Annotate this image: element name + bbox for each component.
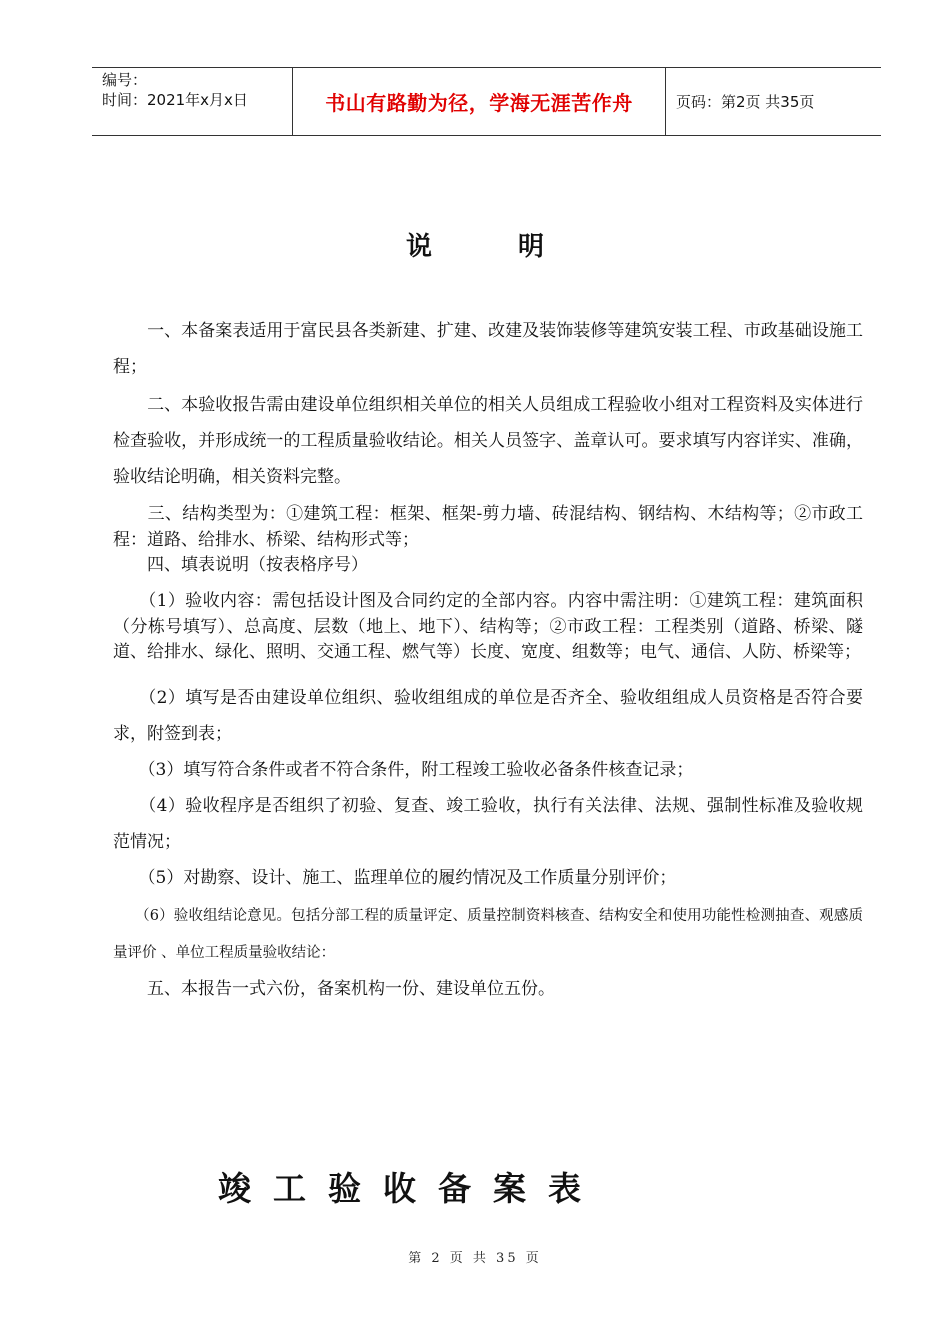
- paragraph-3: 三、结构类型为：①建筑工程：框架、框架-剪力墙、砖混结构、钢结构、木结构等；②市政工程：道路、给排水、桥梁、结构形式等；: [113, 504, 863, 550]
- header-motto: 书山有路勤为径，学海无涯苦作舟: [293, 68, 666, 135]
- section-4: [113, 589, 863, 666]
- paragraph-4: 四、填表说明（按表格序号）: [113, 555, 368, 575]
- paragraph-9: （5）对勘察、设计、施工、监理单位的履约情况及工作质量分别评价；: [113, 868, 677, 888]
- form-title: 竣工验收备案表: [218, 1169, 603, 1208]
- paragraph-6: （2）填写是否由建设单位组织、验收组组成的单位是否齐全、验收组组成人员资格是否符合要求，附签到表；: [113, 688, 863, 744]
- paragraph-11: 五、本报告一式六份，备案机构一份、建设单位五份。: [113, 979, 555, 999]
- paragraph-7: （3）填写符合条件或者不符合条件，附工程竣工验收必备条件核查记录；: [113, 760, 694, 780]
- header-page-info: 页码：第2页 共35页: [676, 93, 815, 111]
- page-footer: 第 2 页 共 35 页: [408, 1251, 542, 1266]
- paragraph-2: 二、本验收报告需由建设单位组织相关单位的相关人员组成工程验收小组对工程资料及实体进行检查验收，并形成统一的工程质量验收结论。相关人员签字、盖章认可。要求填写内容详实、准确，验收结论明确，相关资料完整。: [113, 395, 863, 487]
- time-label: 时间：2021年x月x日: [102, 91, 248, 109]
- document-title: 说明: [405, 232, 630, 262]
- paragraph-10: （6）验收组结论意见。包括分部工程的质量评定、质量控制资料核查、结构安全和使用功能性检测抽查、观感质量评价 、单位工程质量验收结论：: [113, 908, 863, 961]
- section-5: [113, 680, 863, 896]
- code-label: 编号：: [102, 71, 148, 89]
- page-header: [92, 67, 881, 136]
- section-7: [113, 971, 863, 1007]
- paragraph-5: （1）验收内容：需包括设计图及合同约定的全部内容。内容中需注明：①建筑工程：建筑面积（分栋号填写）、总高度、层数（地上、地下）、结构等；②市政工程：工程类别（道路、桥梁、隧道、给排水、绿化、照明、交通工程、燃气等）长度、宽度、组数等；电气、通信、人防、桥梁等；: [113, 591, 863, 662]
- paragraph-8: （4）验收程序是否组织了初验、复查、竣工验收，执行有关法律、法规、强制性标准及验收规范情况；: [113, 796, 863, 852]
- section-1: [113, 313, 863, 385]
- section-6: [113, 898, 863, 972]
- paragraph-1: 一、本备案表适用于富民县各类新建、扩建、改建及装饰装修等建筑安装工程、市政基础设施工程；: [113, 321, 863, 377]
- header-meta: [92, 68, 293, 135]
- section-2: [113, 387, 863, 495]
- section-3: [113, 502, 863, 579]
